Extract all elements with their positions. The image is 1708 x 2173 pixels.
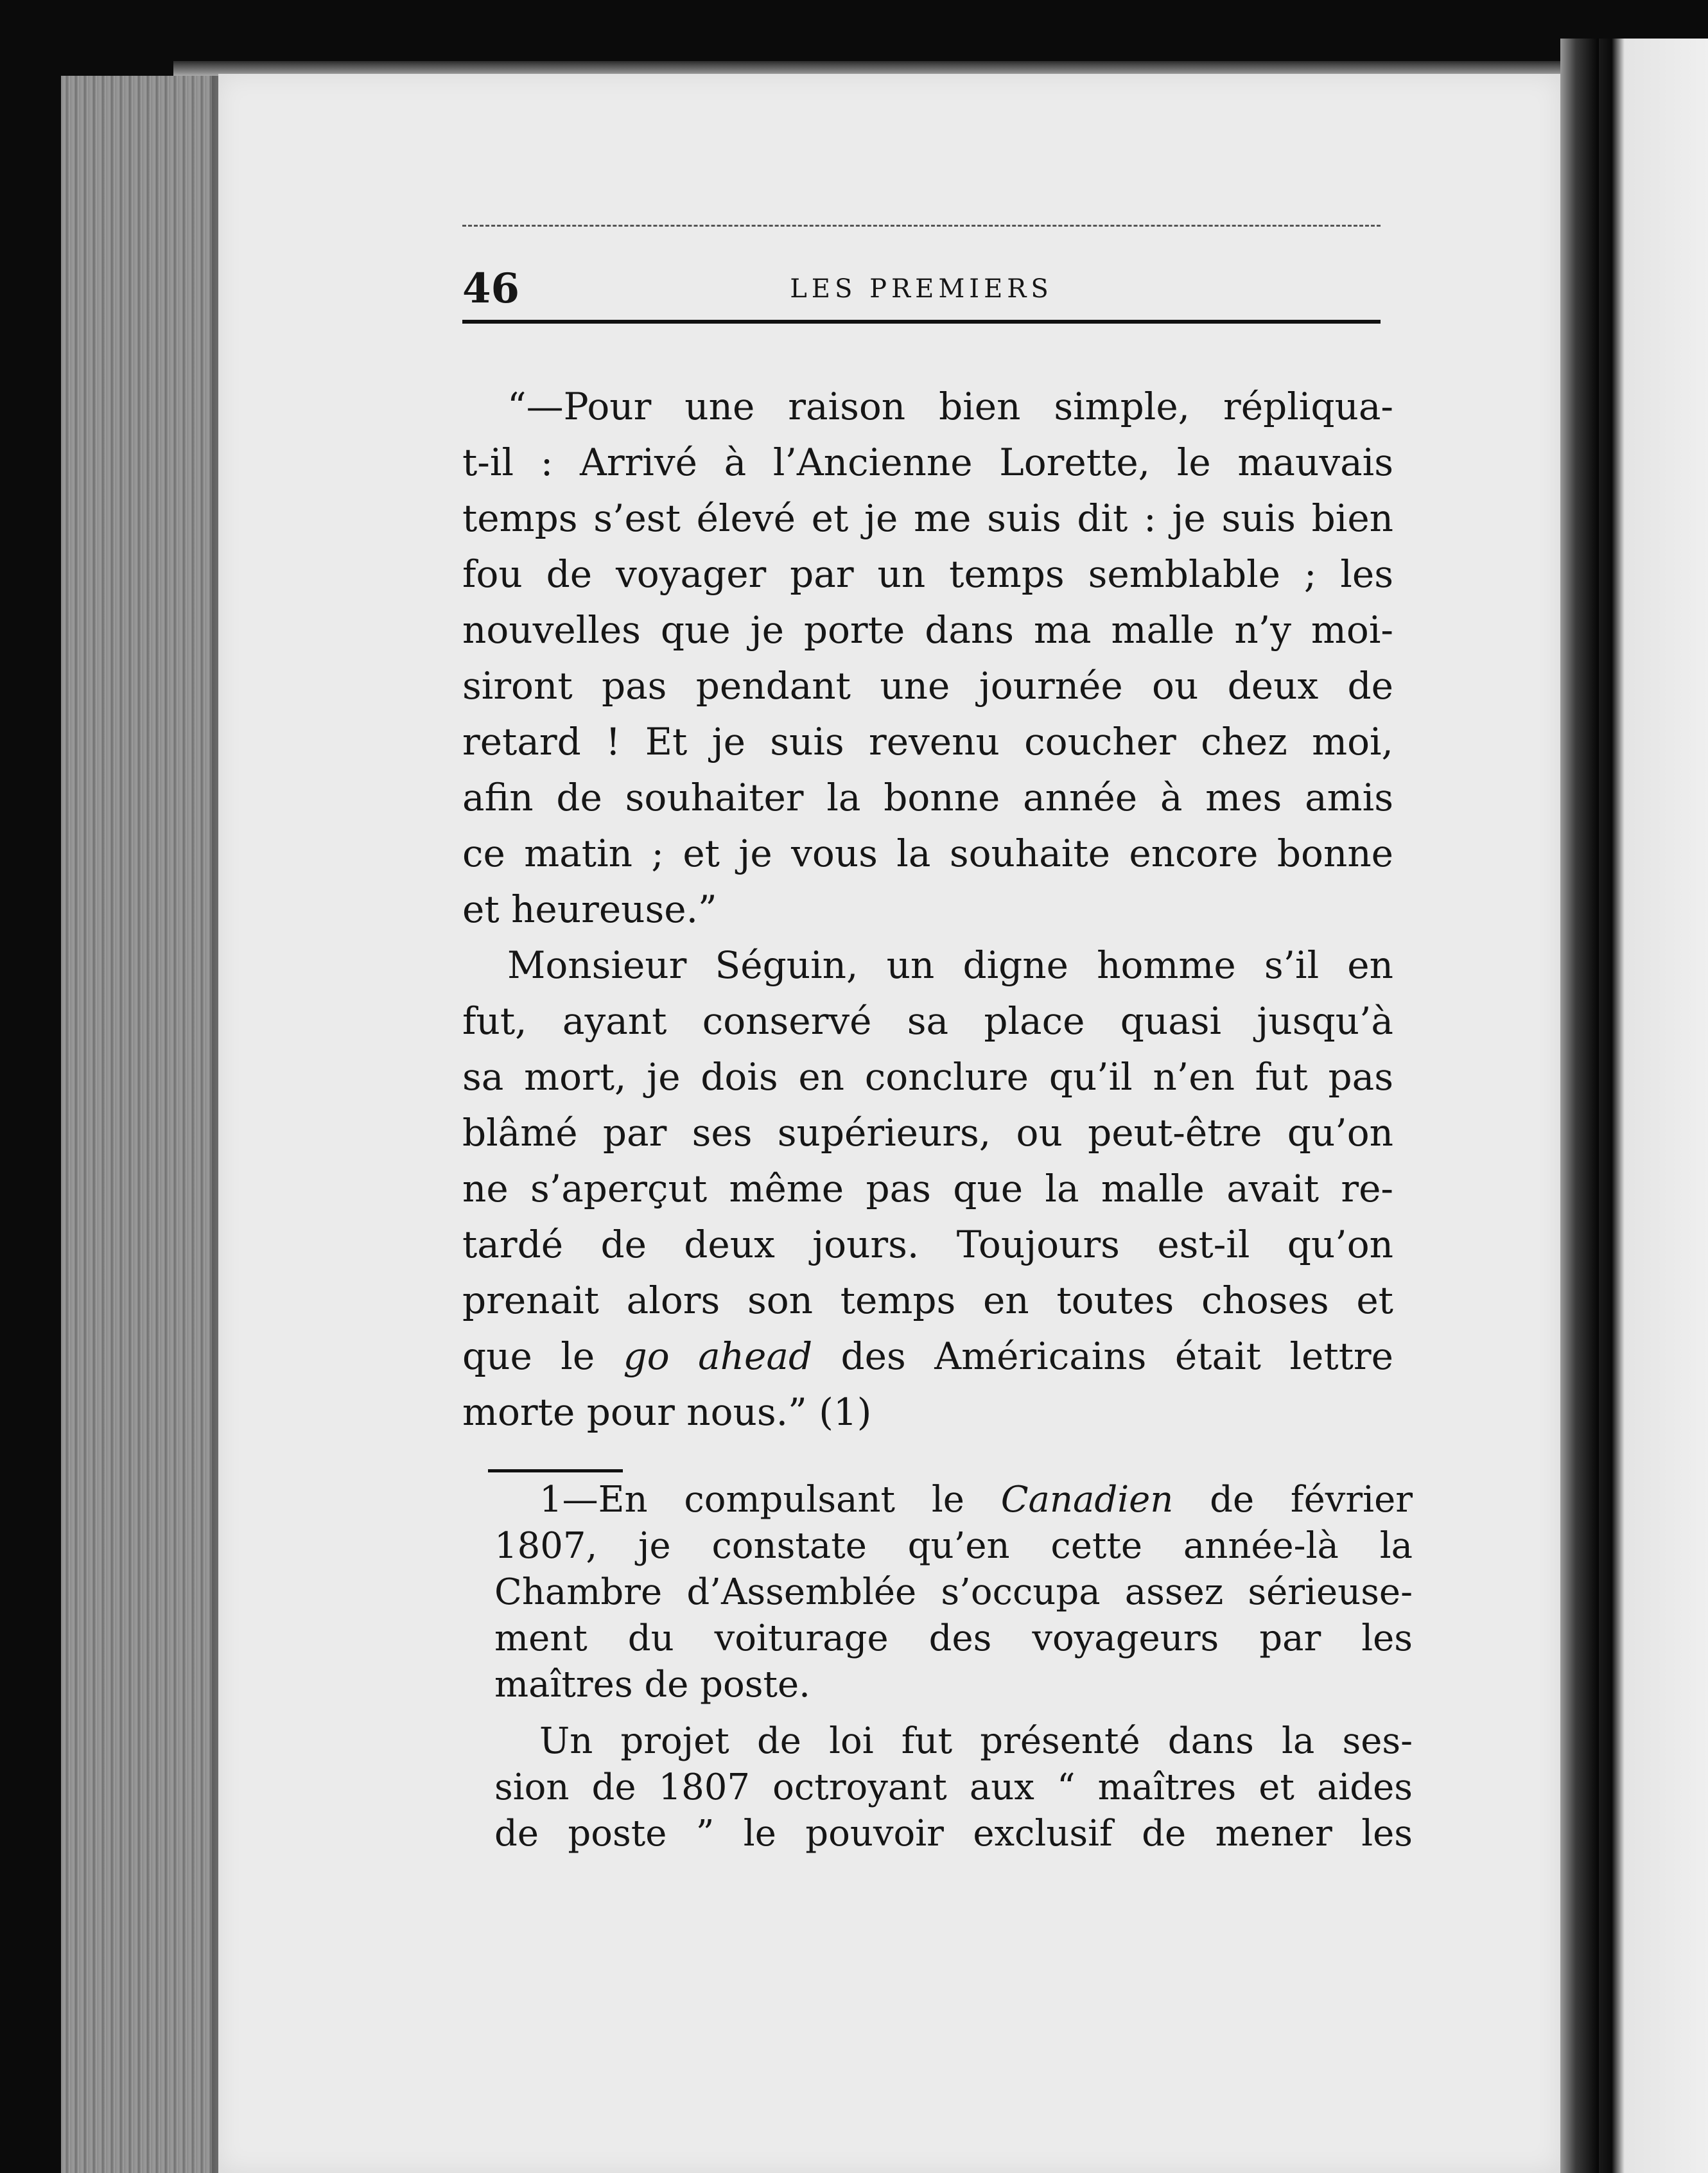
text-line: nouvelles que je porte dans ma malle n’y moi- — [462, 608, 1393, 652]
body-text — [462, 379, 1393, 1440]
facing-page-edge — [1599, 39, 1708, 2173]
footnote-line: sion de 1807 octroyant aux “ maîtres et aides — [494, 1767, 1413, 1808]
text-line: et heureuse.” — [462, 887, 717, 931]
text-line: temps s’est élevé et je me suis dit : je suis bien — [462, 496, 1393, 540]
text-line: ne s’aperçut même pas que la malle avait re- — [462, 1167, 1393, 1210]
footnote-line: Chambre d’Assemblée s’occupa assez sérieuse- — [494, 1571, 1413, 1613]
running-head — [462, 263, 1381, 315]
top-rule — [462, 225, 1381, 227]
footnote-paragraph-gap — [494, 1708, 1413, 1718]
footnote-line — [494, 1477, 1413, 1523]
text-line: blâmé par ses supérieurs, ou peut-être qu’on — [462, 1111, 1393, 1155]
footnote-line: 1807, je constate qu’en cette année-là la — [494, 1525, 1413, 1567]
text-line: retard ! Et je suis revenu coucher chez moi, — [462, 720, 1393, 764]
text-segment: 1—En compulsant le — [539, 1479, 1001, 1521]
text-segment: que le — [462, 1334, 623, 1378]
footnote-line: de poste ” le pouvoir exclusif de mener les — [494, 1813, 1413, 1854]
head-rule — [462, 320, 1381, 324]
text-line: prenait alors son temps en toutes choses et — [462, 1278, 1393, 1322]
running-title: LES PREMIERS — [790, 274, 1053, 304]
page-stack-edges — [61, 76, 234, 2173]
text-line: siront pas pendant une journée ou deux de — [462, 664, 1393, 708]
text-line: tardé de deux jours. Toujours est-il qu’on — [462, 1223, 1393, 1266]
text-line: ce matin ; et je vous la souhaite encore bonne — [462, 832, 1393, 875]
text-line: t-il : Arrivé à l’Ancienne Lorette, le mauvais — [462, 441, 1393, 484]
text-line: sa mort, je dois en conclure qu’il n’en fut pas — [462, 1055, 1393, 1099]
text-line: Monsieur Séguin, un digne homme s’il en — [507, 943, 1393, 987]
text-segment: de février — [1173, 1479, 1413, 1521]
footnote-rule — [488, 1469, 623, 1472]
footnote-line: ment du voiturage des voyageurs par les — [494, 1618, 1413, 1659]
italic-text: Canadien — [1000, 1479, 1174, 1521]
book-binding-shadow — [1560, 39, 1599, 2173]
footnote — [494, 1477, 1413, 1857]
text-line: “—Pour une raison bien simple, répliqua- — [507, 385, 1393, 428]
text-line — [462, 1329, 1393, 1384]
footnote-line: Un projet de loi fut présenté dans la ses- — [539, 1720, 1413, 1762]
text-line: morte pour nous.” (1) — [462, 1390, 872, 1434]
text-line: fou de voyager par un temps semblable ; les — [462, 552, 1393, 596]
footnote-line: maîtres de poste. — [494, 1664, 810, 1706]
text-line: afin de souhaiter la bonne année à mes amis — [462, 776, 1393, 819]
page-number: 46 — [462, 265, 520, 313]
text-segment: des Américains était lettre — [812, 1334, 1393, 1378]
text-line: fut, ayant conservé sa place quasi jusqu’à — [462, 999, 1393, 1043]
italic-text: go ahead — [623, 1334, 813, 1378]
